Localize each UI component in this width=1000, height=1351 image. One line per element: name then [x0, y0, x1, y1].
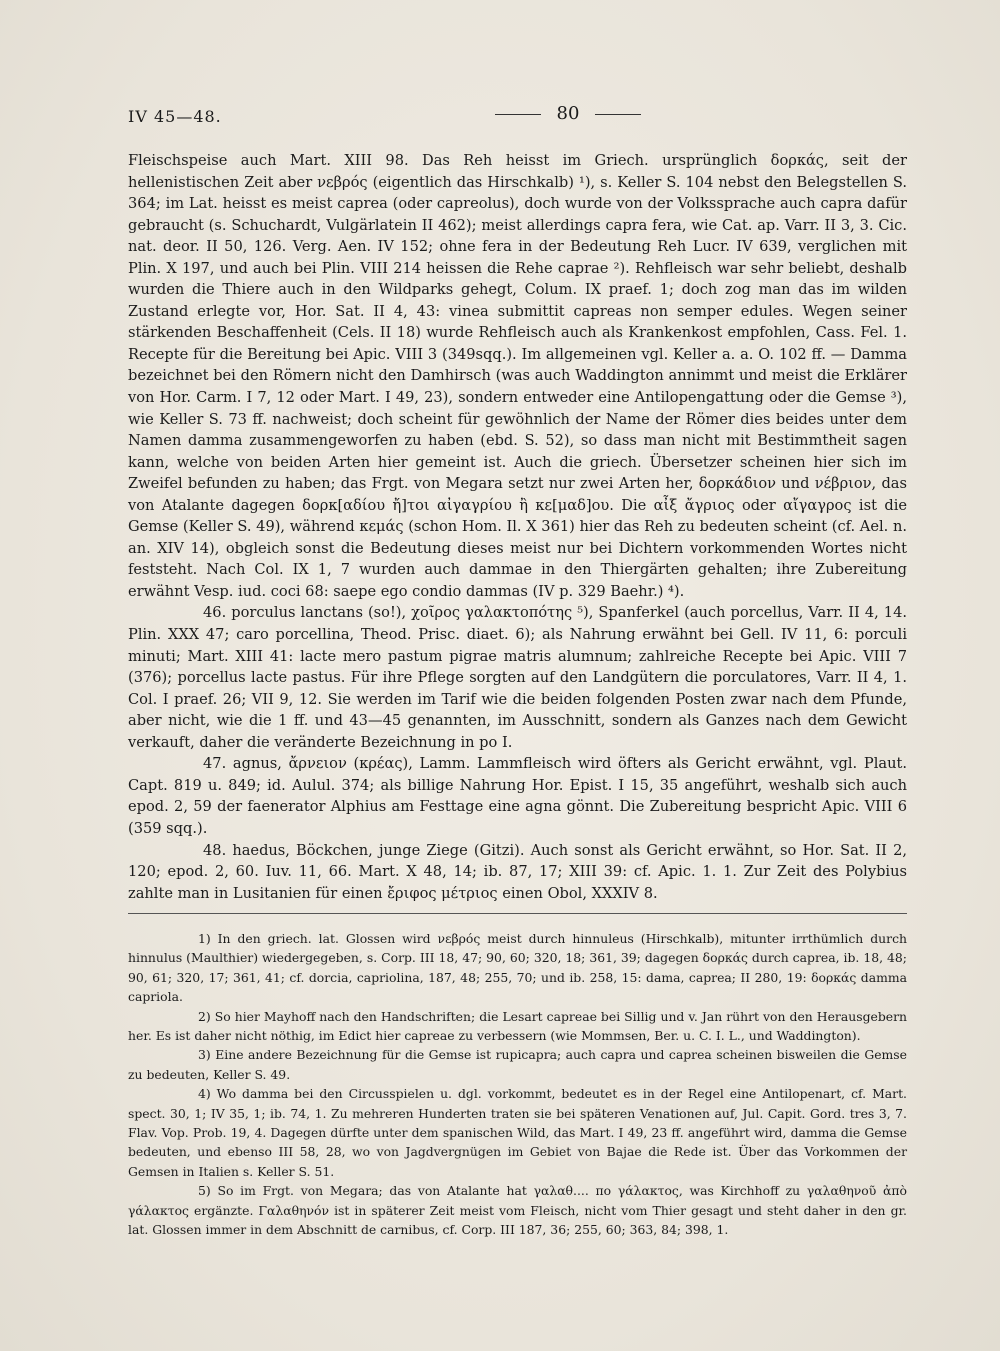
footnote-1: 1) In den griech. lat. Glossen wird νεβρός meist durch hinnuleus (Hirschkalb), mitunter irrthümlich durch hinnulus (Maulthier) wiedergegeben, s. Corp. III 18, 47; 90, 60; 320, 18; 361, 39; dagegen δορκάς durch caprea, ib. 18, 48; 90, 61; 320, 17; 361, 41; cf. dorcia, capriolina, 187, 48; 255, 70; und ib. 258, 15: dama, caprea; II 280, 19: δορκάς damma capriola. — [128, 931, 907, 1005]
page-number: 80 — [556, 103, 580, 124]
header-rule-right — [595, 114, 641, 115]
footnote-3: 3) Eine andere Bezeichnung für die Gemse ist rupicapra; auch capra und caprea scheinen bisweilen die Gemse zu bedeuten, Keller S. 49. — [128, 1047, 907, 1082]
paragraph-46: 46. porculus lanctans (so!), χοῖρος γαλακτοπότης ⁵), Spanferkel (auch porcellus, Varr. II 4, 14. Plin. XXX 47; caro porcellina, Theod. Prisc. diaet. 6); als Nahrung erwähnt bei Gell. IV 11, 6: porculi minuti; Mart. XIII 41: lacte mero pastum pigrae matris alumnum; zahlreiche Recepte bei Apic. VIII 7 (376); porcellus lacte pastus. Für ihre Pflege sorgten auf den Landgütern die porculatores, Varr. II 4, 1. Col. I praef. 26; VII 9, 12. Sie werden im Tarif wie die beiden folgenden Posten zwar nach dem Pfunde, aber nicht, wie die 1 ff. und 43—45 genannten, im Ausschnitt, sondern als Ganzes nach dem Gewicht verkauft, daher die veränderte Bezeichnung in po I. — [128, 604, 907, 751]
header-rule-left — [495, 114, 541, 115]
main-text — [128, 150, 907, 904]
footnote-2: 2) So hier Mayhoff nach den Handschriften; die Lesart capreae bei Sillig und v. Jan rührt von den Herausgebern her. Es ist daher nicht nöthig, im Edict hier capreae zu verbessern (wie Mommsen, Ber. u. C. I. L., und Waddington). — [128, 1008, 907, 1044]
paragraph-continued: Fleischspeise auch Mart. XIII 98. Das Reh heisst im Griech. ursprünglich δορκάς, seit der hellenistischen Zeit aber νεβρός (eigentlich das Hirschkalb) ¹), s. Keller S. 104 nebst den Belegstellen S. 364; im Lat. heisst es meist caprea (oder capreolus), doch wurde von der Volkssprache auch capra dafür gebraucht (s. Schuchardt, Vulgärlatein II 462); meist allerdings capra fera, wie Cat. ap. Varr. II 3, 3. Cic. nat. deor. II 50, 126. Verg. Aen. IV 152; ohne fera in der Bedeutung Reh Lucr. IV 639, verglichen mit Plin. X 197, und auch bei Plin. VIII 214 heissen die Rehe caprae ²). Rehfleisch war sehr beliebt, deshalb wurden die Thiere auch in den Wildparks gehegt, Colum. IX praef. 1; doch zog man das im wilden Zustand erlegte vor, Hor. Sat. II 4, 43: vinea submittit capreas non semper edules. Wegen seiner stärkenden Beschaffenheit (Cels. II 18) wurde Rehfleisch auch als Krankenkost empfohlen, Cass. Fel. 1. Recepte für die Bereitung bei Apic. VIII 3 (349sqq.). Im allgemeinen vgl. Keller a. a. O. 102 ff. — Damma bezeichnet bei den Römern nicht den Damhirsch (was auch Waddington annimmt und meist die Erklärer von Hor. Carm. I 7, 12 oder Mart. I 49, 23), sondern entweder eine Antilopengattung oder die Gemse ³), wie Keller S. 73 ff. nachweist; doch scheint für gewöhnlich der Name der Römer dies beides unter dem Namen damma zusammengeworfen zu haben (ebd. S. 52), so dass man nicht mit Bestimmtheit sagen kann, welche von beiden Arten hier gemeint ist. Auch die griech. Übersetzer scheinen hier sich im Zweifel befunden zu haben; das Frgt. von Megara setzt nur zwei Arten her, δορκάδιον und νέβριον, das von Atalante dagegen δορκ[αδίου ἤ]τοι αἰγαγρίου ἢ κε[μαδ]ου. Die αἶξ ἄγριος oder αἴγαγρος ist die Gemse (Keller S. 49), während κεμάς (schon Hom. Il. X 361) hier das Reh zu bedeuten scheint (cf. Ael. n. an. XIV 14), obgleich sonst die Bedeutung dieses meist nur bei Dichtern vorkommenden Wortes nicht feststeht. Nach Col. IX 1, 7 wurden auch dammae in den Thiergärten gehalten; ihre Zubereitung erwähnt Vesp. iud. coci 68: saepe ego condio dammas (IV p. 329 Baehr.) ⁴). — [128, 152, 907, 600]
footnote-divider — [128, 913, 907, 914]
footnotes — [128, 929, 907, 1240]
section-range: IV 45—48. — [128, 107, 222, 126]
paragraph-47: 47. agnus, ἄρνειον (κρέας), Lamm. Lammfleisch wird öfters als Gericht erwähnt, vgl. Plaut. Capt. 819 u. 849; id. Aulul. 374; als billige Nahrung Hor. Epist. I 15, 35 angeführt, weshalb sich auch epod. 2, 59 der faenerator Alphius am Festtage eine agna gönnt. Die Zubereitung bespricht Apic. VIII 6 (359 sqq.). — [128, 755, 907, 837]
page-number-block — [468, 103, 668, 124]
footnote-4: 4) Wo damma bei den Circusspielen u. dgl. vorkommt, bedeutet es in der Regel eine Antilopenart, cf. Mart. spect. 30, 1; IV 35, 1; ib. 74, 1. Zu mehreren Hunderten traten sie bei späteren Venationen auf, Jul. Capit. Gord. tres 3, 7. Flav. Vop. Prob. 19, 4. Dagegen dürfte unter dem spanischen Wild, das Mart. I 49, 23 ff. angeführt wird, damma die Gemse bedeuten, und ebenso III 58, 28, wo von Jagdvergnügen im Gebiet von Bajae die Rede ist. Über das Vorkommen der Gemsen in Italien s. Keller S. 51. — [128, 1086, 907, 1179]
paragraph-48: 48. haedus, Böckchen, junge Ziege (Gitzi). Auch sonst als Gericht erwähnt, so Hor. Sat. II 2, 120; epod. 2, 60. Iuv. 11, 66. Mart. X 48, 14; ib. 87, 17; XIII 39: cf. Apic. 1. 1. Zur Zeit des Polybius zahlte man in Lusitanien für einen ἔριφος μέτριος einen Obol, XXXIV 8. — [128, 841, 907, 902]
running-header — [128, 103, 907, 131]
footnote-5: 5) So im Frgt. von Megara; das von Atalante hat γαλαθ.... πο γάλακτος, was Kirchhoff zu γαλαθηνοῦ ἀπὸ γάλακτος ergänzte. Γαλαθηνόν ist in späterer Zeit meist vom Fleisch, nicht vom Thier gesagt und steht daher in den gr. lat. Glossen immer in dem Abschnitt de carnibus, cf. Corp. III 187, 36; 255, 60; 363, 84; 398, 1. — [128, 1183, 907, 1238]
